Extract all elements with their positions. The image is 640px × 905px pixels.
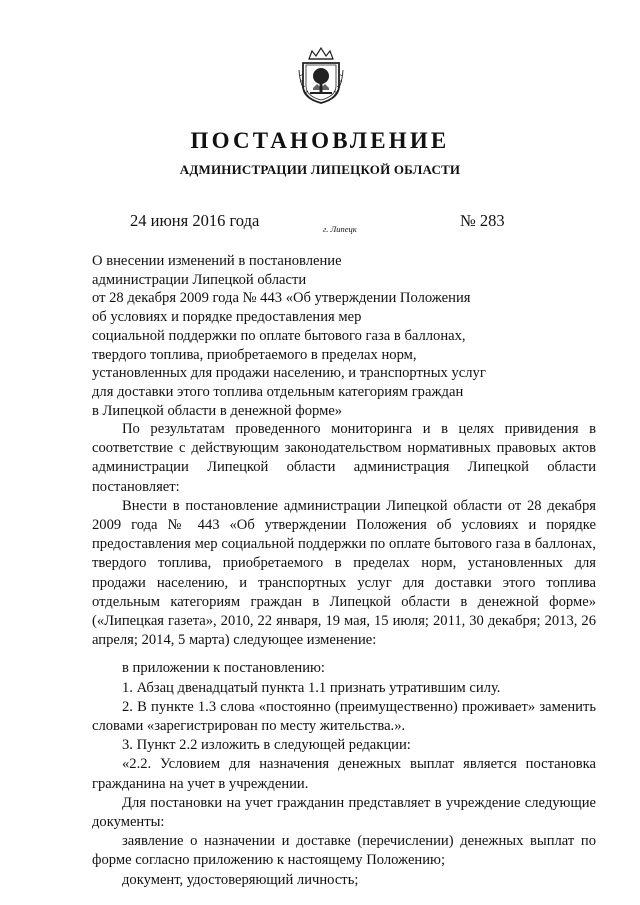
paragraph-item-3: 3. Пункт 2.2 изложить в следующей редакции: [122, 737, 411, 754]
heading-line: для доставки этого топлива отдельным категориям граждан [92, 383, 464, 400]
heading-line: установленных для продажи населению, и транспортных услуг [92, 365, 486, 382]
issuing-authority: АДМИНИСТРАЦИИ ЛИПЕЦКОЙ ОБЛАСТИ [179, 162, 461, 177]
document-number: № 283 [460, 211, 505, 230]
heading-line: об условиях и порядке предоставления мер [92, 309, 362, 326]
heading-line: социальной поддержки по оплате бытового газа в баллонах, [92, 327, 466, 344]
heading-line: от 28 декабря 2009 года № 443 «Об утверждении Положения [92, 290, 471, 307]
paragraph-application: заявление о назначении и доставке (перечислении) денежных выплат по форме согласно приложению к настоящему Положению; [92, 833, 596, 869]
paragraph-registration-docs: Для постановки на учет гражданин представляет в учреждение следующие документы: [92, 794, 596, 831]
paragraph-identity-document: документ, удостоверяющий личность; [122, 871, 359, 888]
paragraph-preamble: По результатам проведенного мониторинга и в целях привидения в соответствие с действующим законодательством нормативных правовых актов администрации Липецкой области администрация Липецкой области постановляет: [92, 421, 596, 495]
paragraph-clause-2-2: «2.2. Условием для назначения денежных выплат является постановка гражданина на учет в учреждении. [92, 756, 596, 792]
document-body [92, 420, 596, 890]
heading-line: администрации Липецкой области [92, 271, 307, 288]
paragraph-item-1: 1. Абзац двенадцатый пункта 1.1 признать утратившим силу. [122, 679, 501, 696]
heading-line: О внесении изменений в постановление [92, 253, 342, 269]
paragraph-amendment: Внести в постановление администрации Липецкой области от 28 декабря 2009 года № 443 «Об утверждении Положения об условиях и порядке предоставления мер социальной поддержки по оплате бытового газа в баллонах, твердого топлива, приобретаемого в пределах норм, установленных для продажи населению, и транспортных услуг для доставки этого топлива отдельным категориям граждан в Липецкой области в денежной форме» («Липецкая газета», 2010, 22 января, 19 мая, 15 июля; 2011, 30 декабря; 2013, 26 апреля; 2014, 5 марта) следующее изменение: [92, 497, 596, 649]
document-date: 24 июня 2016 года [130, 211, 260, 230]
paragraph-item-2: 2. В пункте 1.3 слова «постоянно (преимущественно) проживает» заменить словами «зарегистрирован по месту жительства.». [92, 698, 596, 735]
document-title: ПОСТАНОВЛЕНИЕ [190, 128, 450, 153]
document-city: г. Липецк [323, 224, 357, 234]
document-heading [92, 252, 532, 420]
heading-line: в Липецкой области в денежной форме» [92, 402, 343, 419]
heading-line: твердого топлива, приобретаемого в пределах норм, [92, 346, 417, 363]
paragraph-appendix-intro: в приложении к постановлению: [122, 660, 325, 677]
coat-of-arms-emblem [298, 46, 344, 106]
